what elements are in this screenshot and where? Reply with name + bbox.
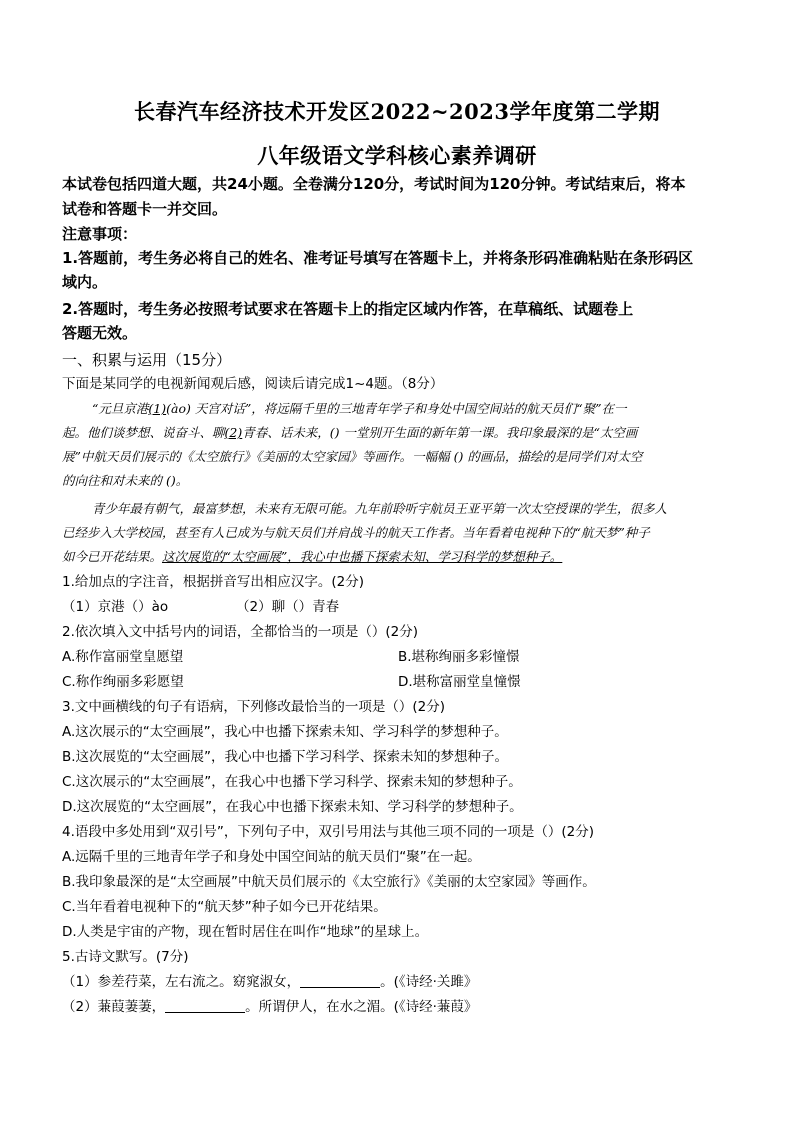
option-b: B.这次展览的“太空画展”，我心中也播下学习科学、探索未知的梦想种子。 <box>62 749 509 765</box>
section-lead: 下面是某同学的电视新闻观后感，阅读后请完成1~4题。（8分） <box>62 376 444 392</box>
underlined-sentence: 这次展览的“太空画展”，我心中也播下探索未知、学习科学的梦想种子。 <box>162 549 563 564</box>
passage-line: 的向往和对未来的 ()。 <box>62 473 189 488</box>
notice-item-1-cont: 域内。 <box>62 273 108 291</box>
question-5-item-2 <box>62 997 477 1017</box>
passage-line <box>92 397 627 421</box>
poem-text: （1）参差荇菜，左右流之。窈窕淑女， <box>62 974 301 990</box>
question-1-part-1: （1）京港（）ào <box>62 599 169 615</box>
option-c: C.当年看着电视种下的“航天梦”种子如今已开花结果。 <box>62 899 387 915</box>
option-d: D.堪称富丽堂皇憧憬 <box>398 674 521 690</box>
poem-text: （2）蒹葭萋萋， <box>62 999 166 1015</box>
question-2: 2.依次填入文中括号内的词语，全都恰当的一项是（）(2分) <box>62 624 419 640</box>
question-4: 4.语段中多处用到“双引号”，下列句子中，双引号用法与其他三项不同的一项是（）(2分) <box>62 824 594 840</box>
blank-marker: (2) <box>224 425 243 440</box>
blank-marker: (1) <box>148 401 167 416</box>
passage-text: (ào) 天宫对话”，将远隔千里的三地青年学子和身处中国空间站的航天员们“聚”在一 <box>166 401 627 416</box>
passage-line: 展”中航天员们展示的《太空旅行》《美丽的太空家园》等画作。一幅幅 () 的画品，描绘的是同学们对太空 <box>62 449 643 464</box>
answer-blank <box>300 973 380 988</box>
poem-source: 。(《诗经·关雎》 <box>380 974 478 990</box>
passage-text: 起。他们谈梦想、说奋斗、聊 <box>62 425 225 440</box>
option-c: C.称作绚丽多彩愿望 <box>62 674 184 690</box>
notice-item-1: 1.答题前，考生务必将自己的姓名、准考证号填写在答题卡上，并将条形码准确粘贴在条形码区 <box>62 249 694 267</box>
answer-blank <box>165 998 245 1013</box>
notice-item-2: 2.答题时，考生务必按照考试要求在答题卡上的指定区域内作答，在草稿纸、试题卷上 <box>62 300 634 318</box>
option-b: B.堪称绚丽多彩憧憬 <box>398 649 520 665</box>
option-c: C.这次展示的“太空画展”，在我心中也播下学习科学、探索未知的梦想种子。 <box>62 774 522 790</box>
passage-line: 青少年最有朝气，最富梦想，未来有无限可能。九年前聆听宇航员王亚平第一次太空授课的学生，很多人 <box>92 501 668 516</box>
question-1-part-2: （2）聊（）青春 <box>236 599 340 615</box>
option-a: A.远隔千里的三地青年学子和身处中国空间站的航天员们“聚”在一起。 <box>62 849 481 865</box>
option-a: A.称作富丽堂皇愿望 <box>62 649 184 665</box>
question-3: 3.文中画横线的句子有语病，下列修改最恰当的一项是（）(2分) <box>62 699 446 715</box>
option-d: D.人类是宇宙的产物，现在暂时居住在叫作“地球”的星球上。 <box>62 924 429 940</box>
passage-text: 青春、话未来，() 一堂别开生面的新年第一课。我印象最深的是“太空画 <box>242 425 638 440</box>
passage-line <box>62 545 562 569</box>
passage-line <box>62 421 637 445</box>
poem-source: 。所谓伊人，在水之湄。(《诗经·蒹葭》 <box>245 999 478 1015</box>
exam-subtitle: 八年级语文学科核心素养调研 <box>257 143 537 168</box>
instruction-line: 试卷和答题卡一并交回。 <box>62 200 228 218</box>
option-b: B.我印象最深的是“太空画展”中航天员们展示的《太空旅行》《美丽的太空家园》等画作。 <box>62 874 596 890</box>
section-heading: 一、积累与运用（15分） <box>62 351 232 369</box>
question-5: 5.古诗文默写。(7分) <box>62 949 189 965</box>
question-1: 1.给加点的字注音，根据拼音写出相应汉字。(2分) <box>62 574 365 590</box>
exam-title: 长春汽车经济技术开发区2022~2023学年度第二学期 <box>134 99 660 124</box>
passage-line: 已经步入大学校园，甚至有人已成为与航天员们并肩战斗的航天工作者。当年看着电视种下的“航天梦”种子 <box>62 525 650 540</box>
question-5-item-1 <box>62 972 477 992</box>
passage-text: “元旦京港 <box>92 401 149 416</box>
option-a: A.这次展示的“太空画展”，我心中也播下探索未知、学习科学的梦想种子。 <box>62 724 508 740</box>
instruction-line: 本试卷包括四道大题，共24小题。全卷满分120分，考试时间为120分钟。考试结束后，将本 <box>62 175 686 193</box>
notice-item-2-cont: 答题无效。 <box>62 324 138 342</box>
notice-title: 注意事项： <box>62 225 138 243</box>
option-d: D.这次展览的“太空画展”，在我心中也播下探索未知、学习科学的梦想种子。 <box>62 799 523 815</box>
passage-text: 如今已开花结果。 <box>62 549 163 564</box>
